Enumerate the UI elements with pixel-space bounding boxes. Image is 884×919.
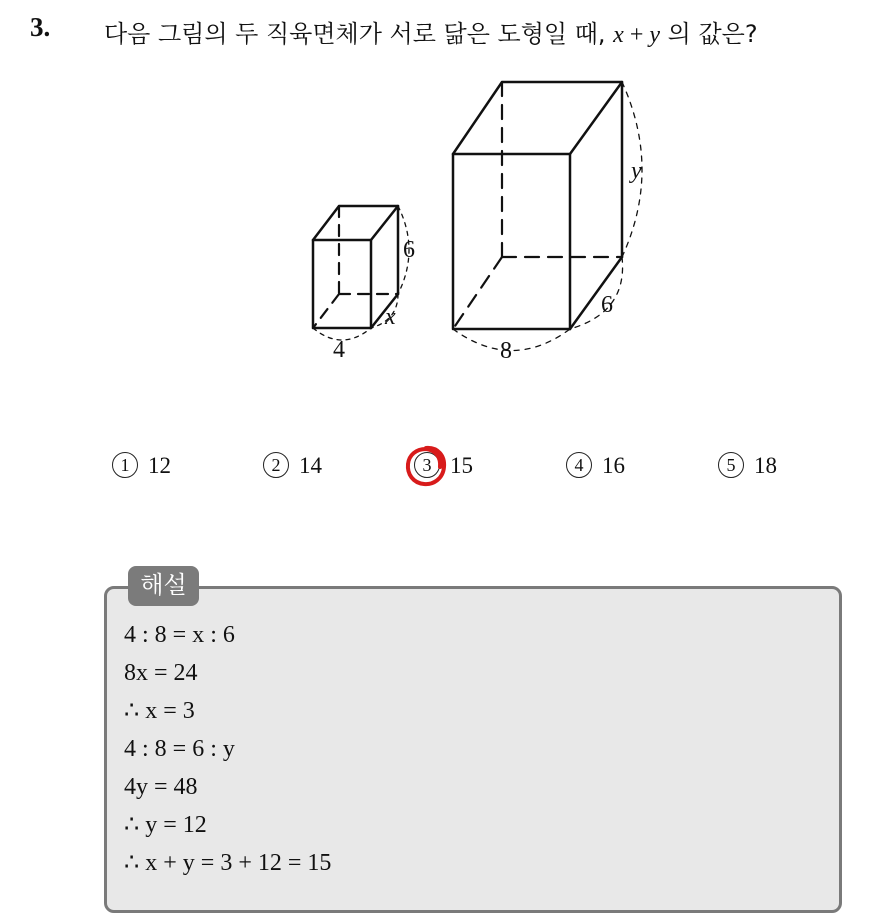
solution-line: 4 : 8 = x : 6 bbox=[124, 622, 235, 648]
choice-mark: 3 bbox=[414, 452, 440, 478]
solution-lines bbox=[124, 618, 331, 884]
solution-line: 4 : 8 = 6 : y bbox=[124, 736, 235, 762]
choice-value: 16 bbox=[602, 453, 625, 478]
choice-mark: 1 bbox=[112, 452, 138, 478]
var-x: x bbox=[613, 22, 624, 48]
choice-mark: 4 bbox=[566, 452, 592, 478]
choice-2[interactable] bbox=[263, 452, 322, 479]
small-width-label: 4 bbox=[333, 337, 345, 363]
choice-mark: 5 bbox=[718, 452, 744, 478]
choice-value: 12 bbox=[148, 453, 171, 478]
answer-highlight-circle bbox=[403, 443, 449, 489]
var-y: y bbox=[649, 22, 661, 48]
plus-sign: + bbox=[629, 22, 644, 48]
solution-line: ∴ x = 3 bbox=[124, 698, 195, 724]
solution-line: 4y = 48 bbox=[124, 774, 198, 800]
choice-1[interactable] bbox=[112, 452, 171, 479]
choice-4[interactable] bbox=[566, 452, 625, 479]
solution-line: 8x = 24 bbox=[124, 660, 198, 686]
choice-value: 14 bbox=[299, 453, 322, 478]
large-height-label: y bbox=[631, 158, 642, 184]
choice-mark: 2 bbox=[263, 452, 289, 478]
small-depth-label: x bbox=[385, 304, 396, 330]
solution-line: ∴ y = 12 bbox=[124, 812, 207, 838]
large-width-label: 8 bbox=[500, 338, 512, 364]
large-depth-label: 6 bbox=[601, 292, 613, 318]
cuboid-figure bbox=[0, 0, 884, 420]
choice-5[interactable] bbox=[718, 452, 777, 479]
question-number: 3. bbox=[30, 12, 51, 42]
solution-line: ∴ x + y = 3 + 12 = 15 bbox=[124, 850, 332, 876]
large-cuboid bbox=[453, 82, 642, 351]
question-text-after: 의 값은? bbox=[667, 20, 758, 48]
small-height-label: 6 bbox=[403, 237, 415, 263]
choice-value: 18 bbox=[754, 453, 777, 478]
question-text-before: 다음 그림의 두 직육면체가 서로 닮은 도형일 때, bbox=[104, 20, 606, 48]
solution-label: 해설 bbox=[128, 566, 199, 606]
choice-value: 15 bbox=[450, 453, 473, 478]
